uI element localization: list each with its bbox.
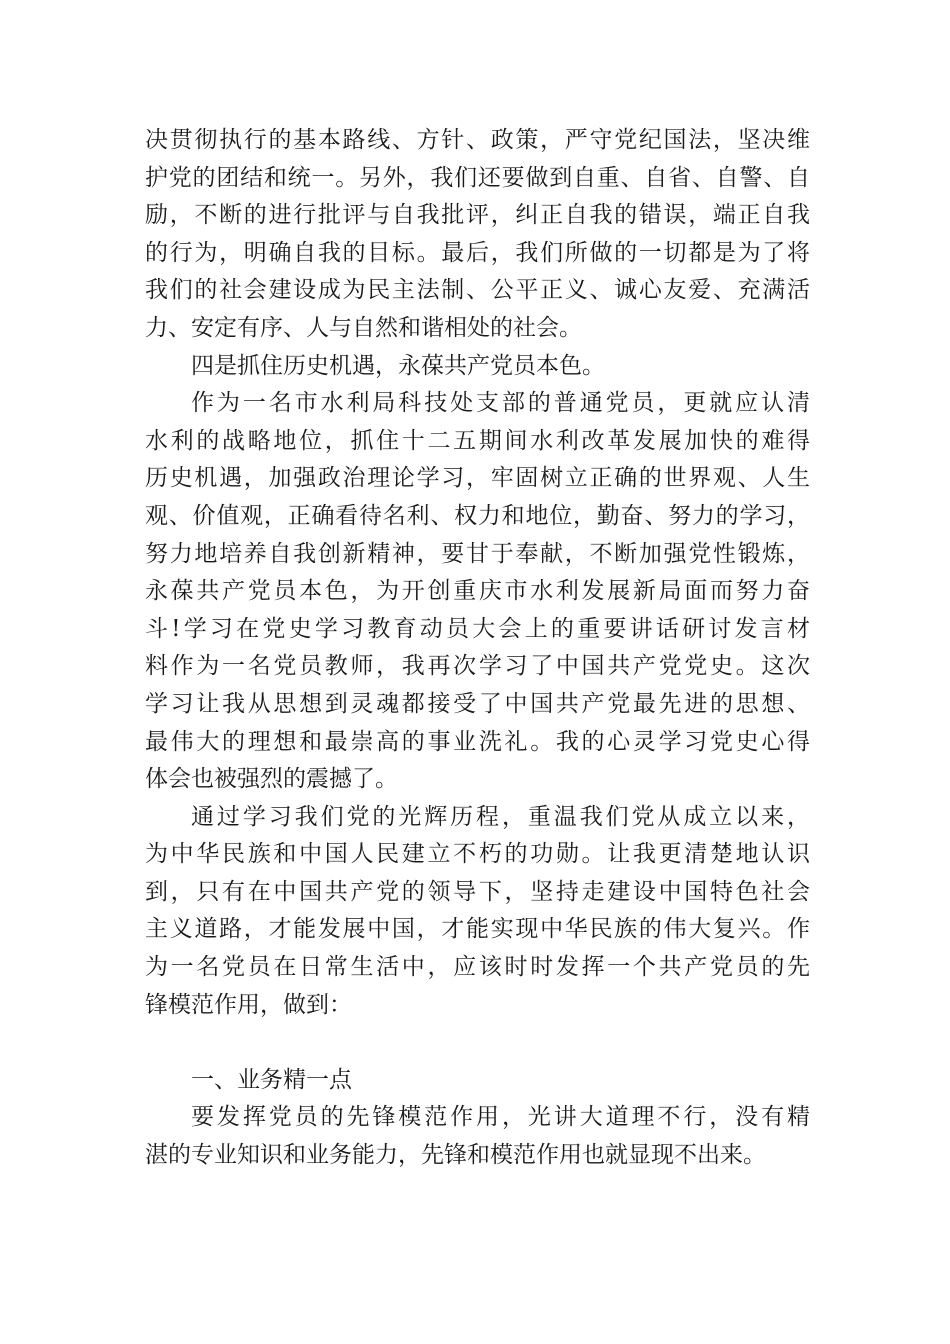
blank-line <box>145 1024 810 1062</box>
text-line: 斗!学习在党史学习教育动员大会上的重要讲话研讨发言材 <box>145 615 810 642</box>
text-line: 四是抓住历史机遇，永葆共产党员本色。 <box>191 352 605 379</box>
text-line: 作为一名市水利局科技处支部的普通党员，更就应认清 <box>191 390 810 417</box>
text-line: 决贯彻执行的基本路线、方针、政策，严守党纪国法，坚决维 <box>145 127 810 153</box>
text-line: 主义道路，才能发展中国，才能实现中华民族的伟大复兴。作 <box>145 916 810 943</box>
text-line: 通过学习我们党的光辉历程，重温我们党从成立以来， <box>191 803 810 830</box>
text-line: 到，只有在中国共产党的领导下，坚持走建设中国特色社会 <box>145 878 810 905</box>
text-line: 体会也被强烈的震撼了。 <box>145 766 398 793</box>
text-line: 永葆共产党员本色，为开创重庆市水利发展新局面而努力奋 <box>145 578 810 605</box>
text-line: 锋模范作用，做到： <box>145 991 352 1018</box>
text-line: 为一名党员在日常生活中，应该时时发挥一个共产党员的先 <box>145 954 810 981</box>
text-line: 最伟大的理想和最崇高的事业洗礼。我的心灵学习党史心得 <box>145 728 810 755</box>
text-line: 为中华民族和中国人民建立不朽的功勋。让我更清楚地认识 <box>145 841 810 868</box>
text-line: 我们的社会建设成为民主法制、公平正义、诚心友爱、充满活 <box>145 277 810 304</box>
text-line: 历史机遇，加强政治理论学习，牢固树立正确的世界观、人生 <box>145 465 810 492</box>
document-body <box>145 122 810 1175</box>
text-line: 要发挥党员的先锋模范作用，光讲大道理不行，没有精 <box>191 1104 810 1131</box>
text-line: 湛的专业知识和业务能力，先锋和模范作用也就显现不出来。 <box>145 1142 766 1169</box>
text-line: 努力地培养自我创新精神，要甘于奉献，不断加强党性锻炼， <box>145 540 810 567</box>
text-line: 学习让我从思想到灵魂都接受了中国共产党最先进的思想、 <box>145 690 810 717</box>
text-line: 料作为一名党员教师，我再次学习了中国共产党党史。这次 <box>145 653 810 680</box>
text-line: 水利的战略地位，抓住十二五期间水利改革发展加快的难得 <box>145 427 810 454</box>
text-line: 的行为，明确自我的目标。最后，我们所做的一切都是为了将 <box>145 239 810 266</box>
text-line: 励，不断的进行批评与自我批评，纠正自我的错误，端正自我 <box>145 202 810 229</box>
text-line: 一、业务精一点 <box>191 1066 352 1093</box>
text-line: 力、安定有序、人与自然和谐相处的社会。 <box>145 314 582 341</box>
text-line: 护党的团结和统一。另外，我们还要做到自重、自省、自警、自 <box>145 164 810 191</box>
text-line: 观、价值观，正确看待名利、权力和地位，勤奋、努力的学习， <box>145 502 810 529</box>
